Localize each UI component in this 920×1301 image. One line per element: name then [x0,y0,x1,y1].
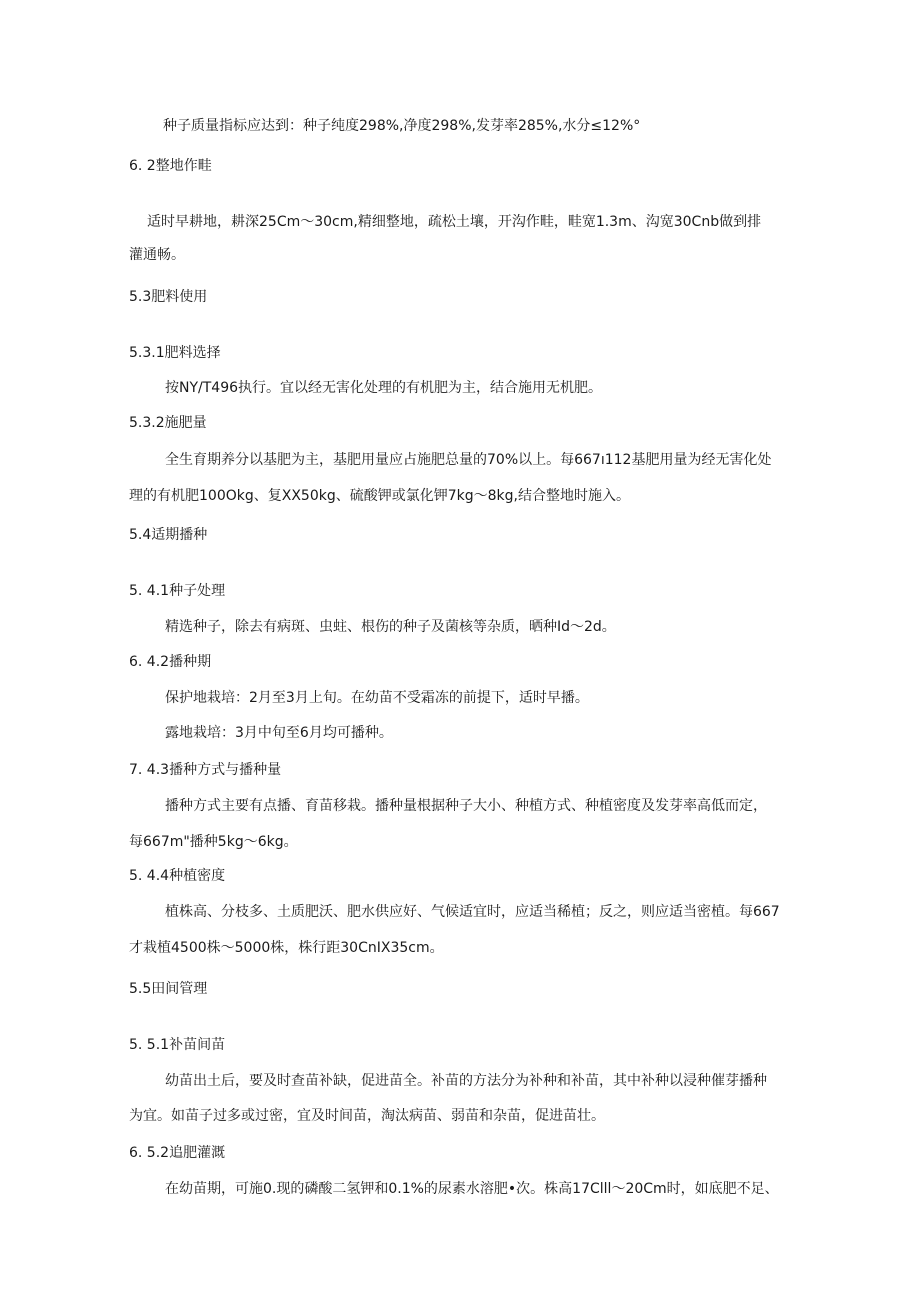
paragraph-5-3-2-line1: 全生育期养分以基肥为主，基肥用量应占施肥总量的70%以上。每667ı112基肥用量为经无害化处 [165,452,772,468]
heading-5-4-2: 6. 4.2播种期 [129,654,212,670]
paragraph-5-4-2-line1: 保护地栽培：2月至3月上旬。在幼苗不受霜冻的前提下，适时早播。 [165,690,589,706]
heading-5-4-3: 7. 4.3播种方式与播种量 [129,762,282,778]
heading-5-4-1: 5. 4.1种子处理 [129,583,226,599]
paragraph-5-3-2-line2: 理的有机肥100Okg、复XX50kg、硫酸钾或氯化钾7kg～8kg,结合整地时施入。 [129,488,630,504]
heading-5-3-2: 5.3.2施肥量 [129,415,207,431]
paragraph-5-4-3-line1: 播种方式主要有点播、育苗移栽。播种量根据种子大小、种植方式、种植密度及发芽率高低而定， [165,798,767,814]
seed-quality-text: 种子质量指标应达到：种子纯度298%,净度298%,发芽率285%,水分≤12%° [163,118,641,134]
paragraph-5-5-1-line2: 为宜。如苗子过多或过密，宜及时间苗，淘汰病苗、弱苗和杂苗，促进苗壮。 [129,1108,605,1124]
paragraph-5-4-1: 精选种子，除去有病斑、虫蛀、根伤的种子及菌核等杂质，晒种Id～2d。 [165,619,616,635]
paragraph-5-5-1-line1: 幼苗出土后，要及时查苗补缺，促进苗全。补苗的方法分为补种和补苗，其中补种以浸种催芽播种 [165,1073,767,1089]
paragraph-5-4-4-line2: 才栽植4500株～5000株，株行距30CnIX35cm。 [129,940,444,956]
paragraph-5-5-2: 在幼苗期，可施0.现的磷酸二氢钾和0.1%的尿素水溶肥•次。株高17Clll～20Cm时，如底肥不足、 [165,1181,779,1197]
heading-5-4-4: 5. 4.4种植密度 [129,868,226,884]
heading-6-2: 6. 2整地作畦 [129,158,212,174]
heading-5-4: 5.4适期播种 [129,527,208,543]
heading-5-5-1: 5. 5.1补苗间苗 [129,1037,226,1053]
paragraph-5-4-2-line2: 露地栽培：3月中旬至6月均可播种。 [165,725,393,741]
paragraph-5-4-4-line1: 植株高、分枝多、土质肥沃、肥水供应好、气候适宜时，应适当稀植；反之，则应适当密植。每667 [165,904,780,920]
paragraph-6-2-line1: 适时早耕地，耕深25Cm～30cm,精细整地，疏松土壤，开沟作畦，畦宽1.3m、沟宽30Cnb做到排 [147,214,762,230]
heading-5-3-1: 5.3.1肥料选择 [129,345,221,361]
paragraph-5-4-3-line2: 每667m"播种5kg～6kg。 [129,834,298,850]
heading-5-5: 5.5田间管理 [129,981,208,997]
heading-5-3: 5.3肥料使用 [129,289,208,305]
paragraph-6-2-line2: 灌通畅。 [129,247,185,263]
paragraph-5-3-1: 按NY/T496执行。宜以经无害化处理的有机肥为主，结合施用无机肥。 [165,380,603,396]
heading-5-5-2: 6. 5.2追肥灌溉 [129,1145,226,1161]
